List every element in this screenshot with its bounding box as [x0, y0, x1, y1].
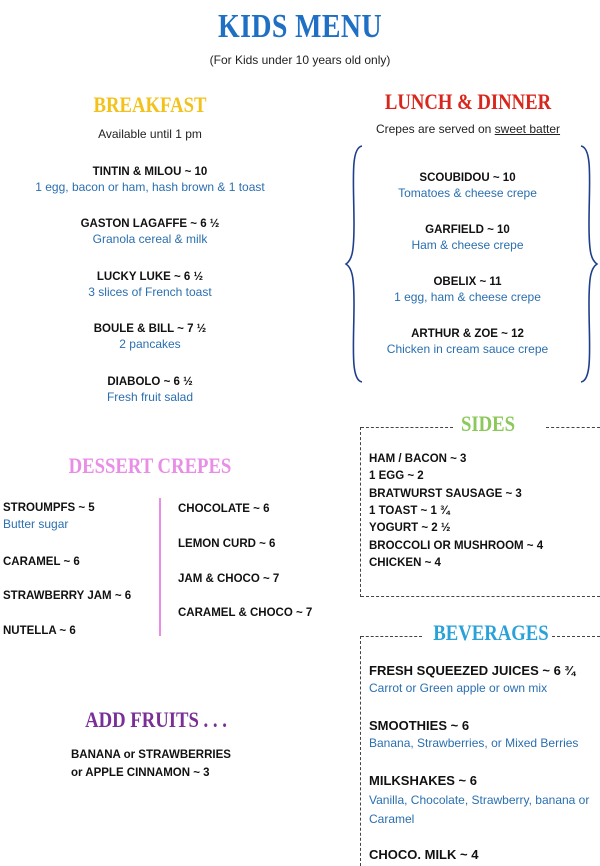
beverages-border-left — [360, 636, 361, 866]
item-desc: 1 egg, ham & cheese crepe — [394, 290, 541, 304]
dessert-item: NUTELLA ~ 6 — [3, 625, 76, 637]
dessert-divider — [159, 498, 161, 636]
sides-border-left — [360, 427, 361, 597]
beverage-item — [369, 663, 599, 695]
item-desc: Fresh fruit salad — [106, 390, 194, 404]
dessert-item — [3, 502, 95, 531]
dessert-item: CARAMEL ~ 6 — [3, 556, 80, 568]
item-desc: 3 slices of French toast — [88, 285, 212, 299]
item-desc: Butter sugar — [3, 517, 69, 531]
lunch-item — [360, 172, 575, 200]
dessert-item: LEMON CURD ~ 6 — [178, 538, 276, 550]
item-name: OBELIX ~ 11 — [433, 276, 502, 288]
menu-subtitle: (For Kids under 10 years old only) — [209, 53, 391, 67]
sides-border-top-right — [546, 427, 600, 428]
beverages-heading: BEVERAGES — [433, 620, 549, 645]
item-name: GASTON LAGAFFE ~ 6 ½ — [80, 218, 220, 230]
item-name: LUCKY LUKE ~ 6 ½ — [96, 271, 204, 283]
dessert-item: CHOCOLATE ~ 6 — [178, 503, 270, 515]
breakfast-item — [0, 323, 300, 351]
lunch-item — [360, 328, 575, 356]
fruits-section — [0, 707, 312, 733]
fruits-line: or APPLE CINNAMON ~ 3 — [71, 767, 210, 779]
side-item: 1 EGG ~ 2 — [369, 470, 424, 482]
breakfast-item — [0, 218, 300, 246]
dessert-item: STRAWBERRY JAM ~ 6 — [3, 590, 132, 602]
dessert-item: CARAMEL & CHOCO ~ 7 — [178, 607, 313, 619]
side-item: 1 TOAST ~ 1 ¾ — [369, 505, 450, 517]
lunch-section — [348, 89, 588, 115]
lunch-item — [360, 276, 575, 304]
fruits-line: BANANA or STRAWBERRIES — [71, 749, 231, 761]
side-item: BRATWURST SAUSAGE ~ 3 — [369, 488, 522, 500]
lunch-item — [360, 224, 575, 252]
beverage-item — [369, 773, 597, 829]
breakfast-note: Available until 1 pm — [98, 127, 202, 141]
breakfast-item — [0, 376, 300, 404]
beverages-border-top-right — [552, 636, 600, 637]
item-name: GARFIELD ~ 10 — [425, 224, 510, 236]
item-desc: Carrot or Green apple or own mix — [369, 681, 548, 695]
item-name: DIABOLO ~ 6 ½ — [107, 376, 193, 388]
sides-section — [453, 411, 523, 437]
dessert-heading: DESSERT CREPES — [68, 453, 232, 478]
item-desc: Chicken in cream sauce crepe — [386, 342, 549, 356]
lunch-note — [348, 122, 588, 136]
side-item: HAM / BACON ~ 3 — [369, 453, 467, 465]
breakfast-section — [0, 92, 300, 118]
sides-heading: SIDES — [460, 411, 516, 436]
side-item: YOGURT ~ 2 ½ — [369, 522, 451, 534]
item-name: ARTHUR & ZOE ~ 12 — [411, 328, 524, 340]
lunch-heading: LUNCH & DINNER — [384, 89, 552, 114]
menu-title: KIDS MENU — [217, 8, 383, 45]
right-brace-icon — [577, 144, 599, 384]
breakfast-heading: BREAKFAST — [93, 92, 207, 117]
beverages-border-top-left — [361, 636, 422, 637]
breakfast-item — [0, 271, 300, 299]
item-desc: Ham & cheese crepe — [411, 238, 524, 252]
lunch-note-text: Crepes are served on — [375, 122, 495, 136]
item-desc: Banana, Strawberries, or Mixed Berries — [369, 736, 579, 750]
sides-border-bottom — [361, 596, 600, 597]
item-name: CHOCO. MILK ~ 4 — [369, 847, 479, 862]
sides-border-top-left — [361, 427, 453, 428]
item-desc: 2 pancakes — [119, 337, 181, 351]
item-desc: 1 egg, bacon or ham, hash brown & 1 toast — [35, 180, 265, 194]
dessert-section — [0, 453, 300, 479]
item-desc: Tomatoes & cheese crepe — [398, 186, 537, 200]
item-name: SCOUBIDOU ~ 10 — [419, 172, 516, 184]
item-name: MILKSHAKES ~ 6 — [369, 773, 477, 788]
fruits-heading: ADD FRUITS . . . — [85, 707, 227, 732]
item-desc: Granola cereal & milk — [92, 232, 208, 246]
side-item: BROCCOLI OR MUSHROOM ~ 4 — [369, 540, 544, 552]
item-name: TINTIN & MILOU ~ 10 — [92, 166, 208, 178]
breakfast-item — [0, 166, 300, 194]
lunch-note-underlined: sweet batter — [494, 122, 561, 136]
item-name: SMOOTHIES ~ 6 — [369, 718, 470, 733]
item-name: FRESH SQUEEZED JUICES ~ 6 ¾ — [369, 663, 576, 678]
beverage-item — [369, 718, 599, 750]
item-name: STROUMPFS ~ 5 — [3, 502, 95, 514]
dessert-item: JAM & CHOCO ~ 7 — [178, 573, 280, 585]
side-item: CHICKEN ~ 4 — [369, 557, 441, 569]
item-desc: Vanilla, Chocolate, Strawberry, banana or Caramel — [369, 793, 590, 826]
beverage-item — [369, 847, 478, 862]
beverages-section — [424, 620, 548, 646]
item-name: BOULE & BILL ~ 7 ½ — [93, 323, 207, 335]
